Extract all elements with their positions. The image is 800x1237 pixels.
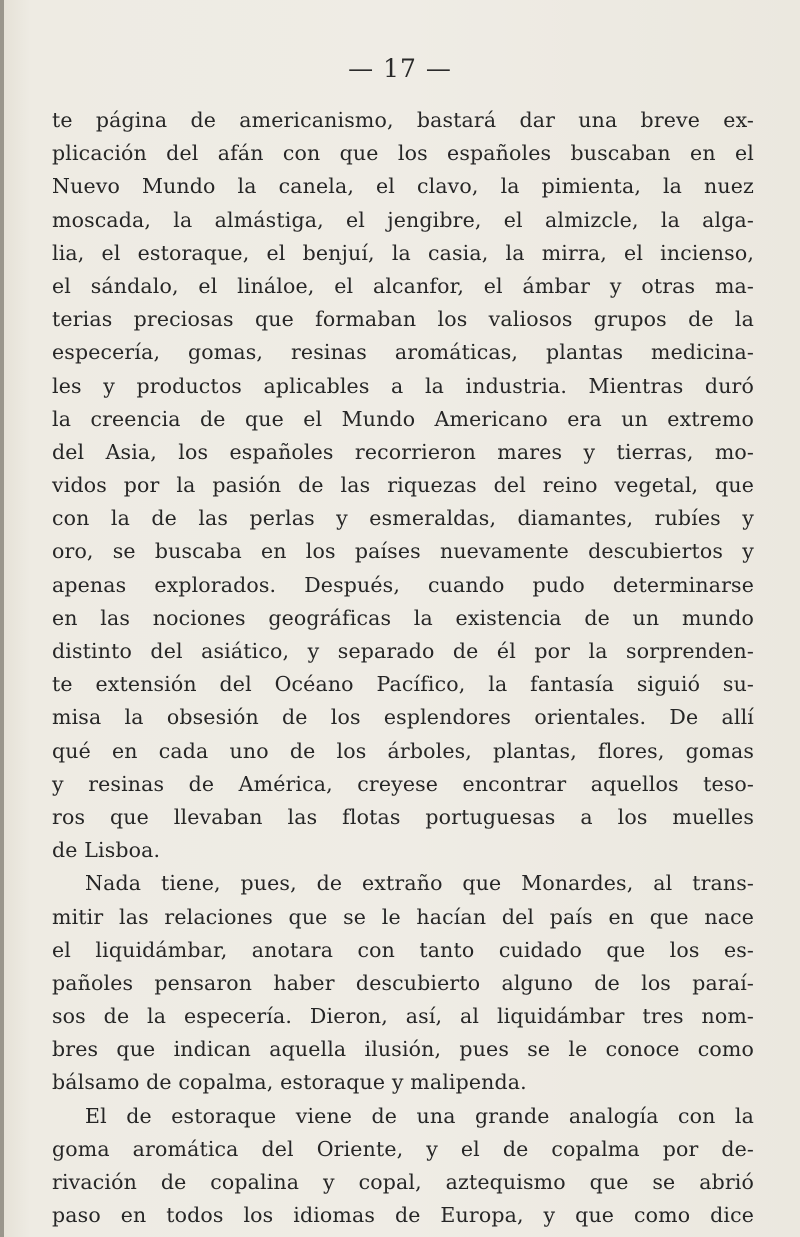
text-line: les y productos aplicables a la industria. Mientras duró bbox=[52, 373, 754, 398]
text-line: Nuevo Mundo la canela, el clavo, la pimienta, la nuez bbox=[52, 174, 754, 199]
text-line: especería, gomas, resinas aromáticas, plantas medicina- bbox=[52, 340, 754, 365]
text-line: y resinas de América, creyese encontrar aquellos teso- bbox=[52, 771, 754, 796]
text-line: moscada, la almástiga, el jengibre, el almizcle, la alga- bbox=[52, 207, 754, 232]
text-line: terias preciosas que formaban los valiosos grupos de la bbox=[52, 307, 754, 332]
text-line: lia, el estoraque, el benjuí, la casia, la mirra, el incienso, bbox=[52, 240, 754, 265]
text-line: te extensión del Océano Pacífico, la fantasía siguió su- bbox=[52, 672, 754, 697]
text-line: el sándalo, el lináloe, el alcanfor, el ámbar y otras ma- bbox=[52, 273, 754, 298]
text-line: plicación del afán con que los españoles buscaban en el bbox=[52, 141, 754, 166]
text-line: apenas explorados. Después, cuando pudo determinarse bbox=[52, 572, 754, 597]
text-line: la creencia de que el Mundo Americano era un extremo bbox=[52, 406, 754, 431]
text-line: bálsamo de copalma, estoraque y malipenda. bbox=[52, 1070, 527, 1095]
text-line: de Lisboa. bbox=[52, 838, 161, 863]
text-line: distinto del asiático, y separado de él por la sorprenden- bbox=[52, 639, 754, 663]
page-edge bbox=[0, 0, 4, 1237]
text-line: goma aromática del Oriente, y el de copalma por de- bbox=[52, 1136, 754, 1161]
text-line: paso en todos los idiomas de Europa, y que como dice bbox=[52, 1203, 754, 1228]
text-line: mitir las relaciones que se le hacían del país en que nace bbox=[52, 904, 754, 929]
page-number: — 17 — bbox=[348, 54, 452, 83]
body-text bbox=[52, 104, 754, 1232]
text-line: misa la obsesión de los esplendores orientales. De allí bbox=[52, 705, 754, 730]
text-line: qué en cada uno de los árboles, plantas, flores, gomas bbox=[52, 738, 754, 763]
text-line: Nada tiene, pues, de extraño que Monardes, al trans- bbox=[85, 871, 754, 896]
text-line: en las nociones geográficas la existencia de un mundo bbox=[52, 605, 754, 630]
text-line: del Asia, los españoles recorrieron mares y tierras, mo- bbox=[52, 439, 754, 464]
text-line: bres que indican aquella ilusión, pues se le conoce como bbox=[52, 1037, 754, 1062]
text-line: vidos por la pasión de las riquezas del reino vegetal, que bbox=[52, 473, 754, 498]
text-line: ros que llevaban las flotas portuguesas a los muelles bbox=[52, 804, 754, 829]
text-line: sos de la especería. Dieron, así, al liquidámbar tres nom- bbox=[52, 1004, 754, 1029]
text-line: el liquidámbar, anotara con tanto cuidado que los es- bbox=[52, 937, 754, 962]
text-line: rivación de copalina y copal, aztequismo que se abrió bbox=[52, 1170, 754, 1194]
text-line: El de estoraque viene de una grande analogía con la bbox=[85, 1103, 754, 1128]
text-line: oro, se buscaba en los países nuevamente descubiertos y bbox=[52, 539, 754, 564]
text-line: con la de las perlas y esmeraldas, diamantes, rubíes y bbox=[52, 506, 754, 531]
text-line: te página de americanismo, bastará dar una breve ex- bbox=[52, 108, 754, 132]
text-line: pañoles pensaron haber descubierto alguno de los paraí- bbox=[52, 970, 754, 995]
